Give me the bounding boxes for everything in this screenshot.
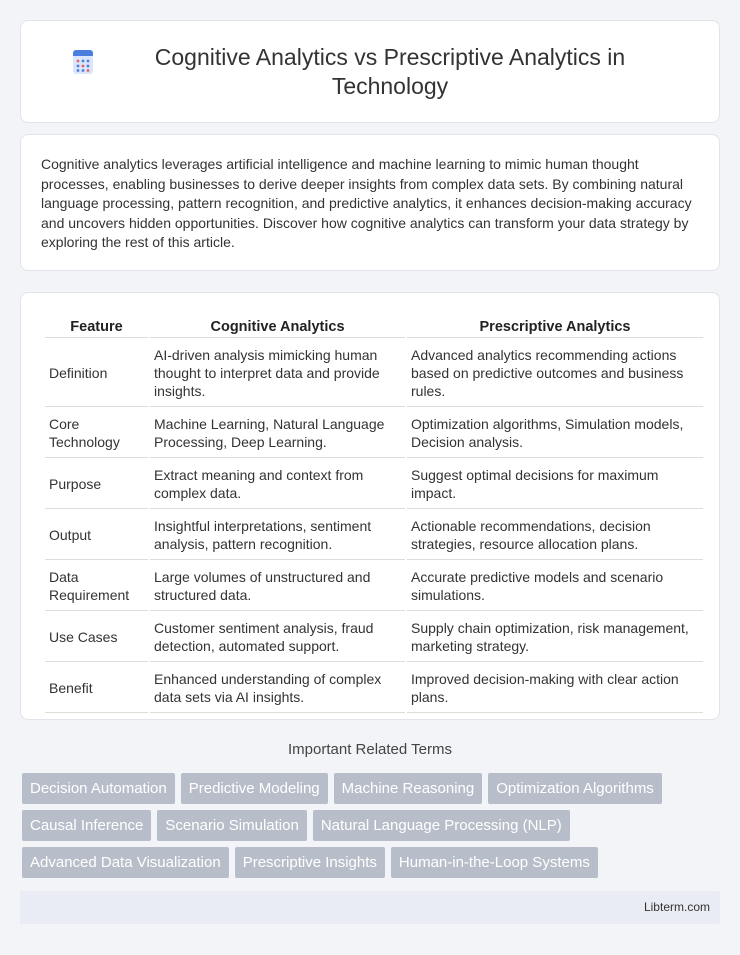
cognitive-cell: Extract meaning and context from complex data. (150, 460, 405, 509)
cognitive-cell: Customer sentiment analysis, fraud detection, automated support. (150, 613, 405, 662)
feature-cell: Purpose (45, 460, 148, 509)
prescriptive-cell: Improved decision-making with clear action plans. (407, 664, 703, 713)
page-title: Cognitive Analytics vs Prescriptive Analytics in Technology (154, 43, 626, 99)
tag-human-in-the-loop[interactable]: Human-in-the-Loop Systems (391, 847, 598, 878)
tag-advanced-data-visualization[interactable]: Advanced Data Visualization (22, 847, 229, 878)
feature-cell: Use Cases (45, 613, 148, 662)
cognitive-cell: AI-driven analysis mimicking human thought to interpret data and provide insights. (150, 340, 405, 407)
prescriptive-cell: Accurate predictive models and scenario simulations. (407, 562, 703, 611)
prescriptive-cell: Advanced analytics recommending actions based on predictive outcomes and business rules. (407, 340, 703, 407)
tag-scenario-simulation[interactable]: Scenario Simulation (157, 810, 306, 841)
feature-cell: Data Requirement (45, 562, 148, 611)
table-row (45, 511, 703, 560)
document-icon (70, 49, 96, 75)
prescriptive-cell: Actionable recommendations, decision strategies, resource allocation plans. (407, 511, 703, 560)
cognitive-cell: Machine Learning, Natural Language Processing, Deep Learning. (150, 409, 405, 458)
tag-natural-language-processing[interactable]: Natural Language Processing (NLP) (313, 810, 570, 841)
title-wrap (70, 43, 670, 101)
table-row (45, 460, 703, 509)
prescriptive-cell: Suggest optimal decisions for maximum impact. (407, 460, 703, 509)
feature-cell: Benefit (45, 664, 148, 713)
feature-cell: Core Technology (45, 409, 148, 458)
related-terms-title: Important Related Terms (288, 741, 452, 758)
intro-paragraph: Cognitive analytics leverages artificial intelligence and machine learning to mimic human thought processes, enabling businesses to derive deeper insights from complex data sets. By combining natural language processing, pattern recognition, and predictive analytics, it enhances decision-making accuracy and uncovers hidden opportunities. Discover how cognitive analytics can transform your data strategy by exploring the rest of this article. (41, 156, 692, 251)
intro-card (20, 134, 720, 271)
cognitive-cell: Large volumes of unstructured and structured data. (150, 562, 405, 611)
feature-cell: Definition (45, 340, 148, 407)
title-card (20, 20, 720, 123)
comparison-table-card (20, 292, 720, 720)
tag-optimization-algorithms[interactable]: Optimization Algorithms (488, 773, 662, 804)
cognitive-cell: Enhanced understanding of complex data sets via AI insights. (150, 664, 405, 713)
table-row (45, 613, 703, 662)
tag-decision-automation[interactable]: Decision Automation (22, 773, 175, 804)
header-cognitive: Cognitive Analytics (150, 315, 405, 338)
footer (20, 891, 720, 924)
cognitive-cell: Insightful interpretations, sentiment analysis, pattern recognition. (150, 511, 405, 560)
footer-site-link[interactable]: Libterm.com (643, 900, 710, 914)
tag-machine-reasoning[interactable]: Machine Reasoning (334, 773, 483, 804)
related-terms-tags (22, 773, 722, 884)
table-row (45, 664, 703, 713)
table-row (45, 340, 703, 407)
comparison-table (43, 313, 705, 715)
prescriptive-cell: Optimization algorithms, Simulation models, Decision analysis. (407, 409, 703, 458)
table-row (45, 409, 703, 458)
table-header-row (45, 315, 703, 338)
prescriptive-cell: Supply chain optimization, risk management, marketing strategy. (407, 613, 703, 662)
header-feature: Feature (45, 315, 148, 338)
tag-prescriptive-insights[interactable]: Prescriptive Insights (235, 847, 385, 878)
table-row (45, 562, 703, 611)
tag-causal-inference[interactable]: Causal Inference (22, 810, 151, 841)
feature-cell: Output (45, 511, 148, 560)
tag-predictive-modeling[interactable]: Predictive Modeling (181, 773, 328, 804)
header-prescriptive: Prescriptive Analytics (407, 315, 703, 338)
